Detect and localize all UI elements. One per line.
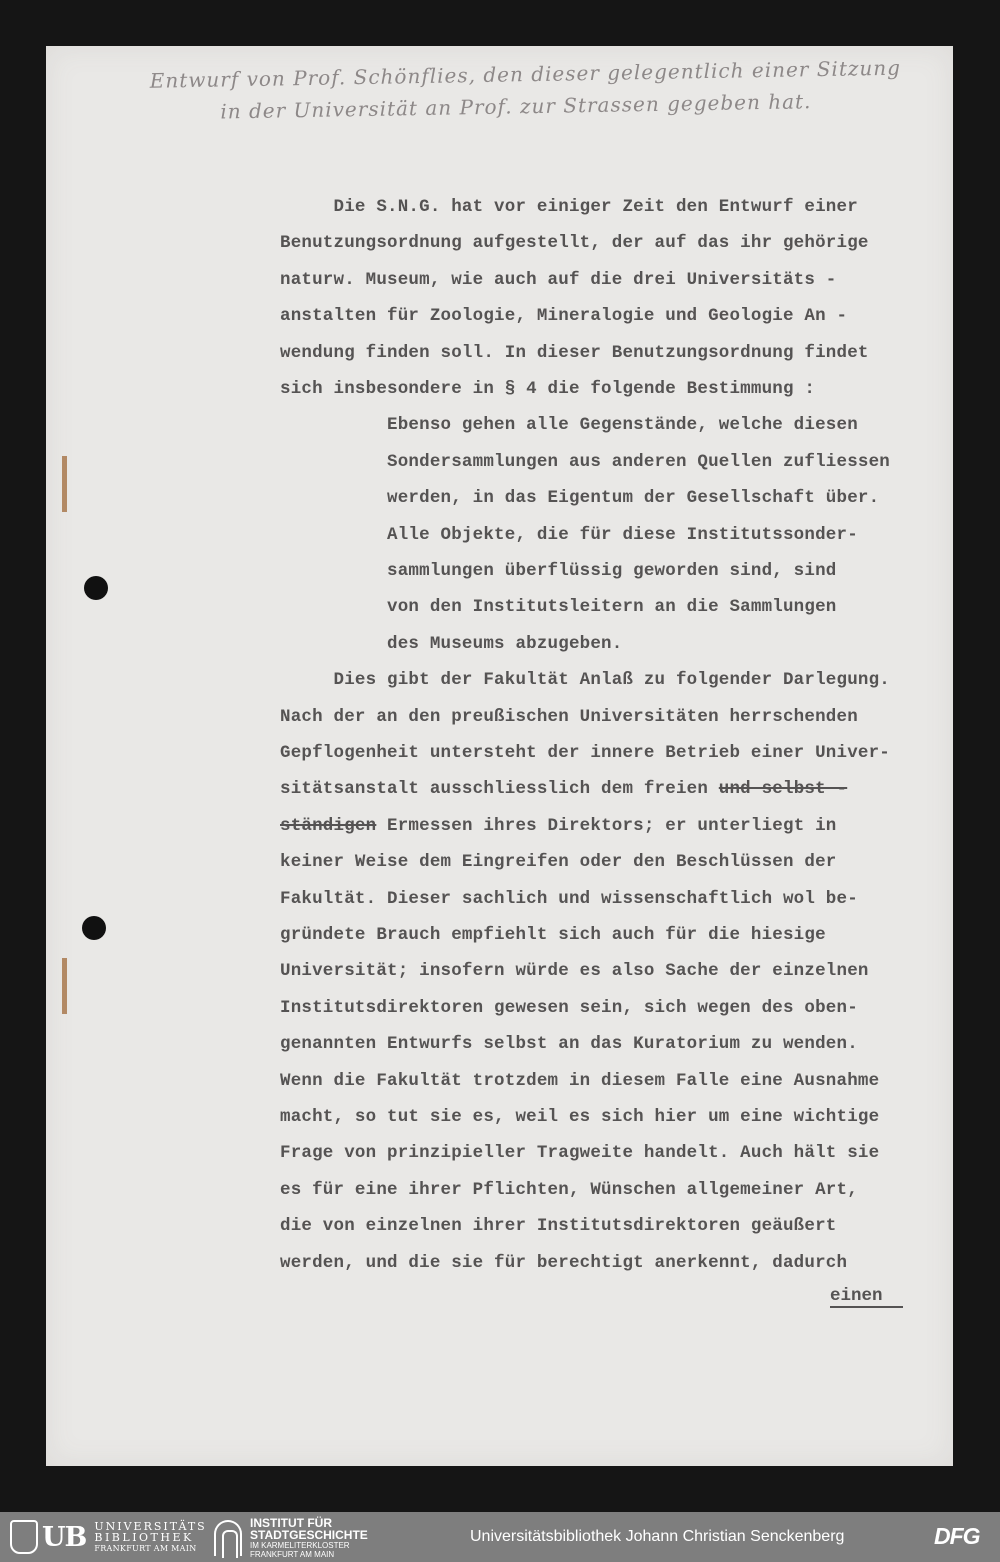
body-line-text: anstalten für Zoologie, Mineralogie und Geologie An - xyxy=(280,306,848,326)
body-line-text: genannten Entwurfs selbst an das Kuratorium zu wenden. xyxy=(280,1034,858,1054)
handwritten-note-line-1: Entwurf von Prof. Schönflies, den dieser gelegentlich einer Sitzung xyxy=(149,55,902,93)
body-line-text: Fakultät. Dieser sachlich und wissenschaftlich wol be- xyxy=(280,889,858,909)
body-line xyxy=(280,743,890,763)
body-line xyxy=(280,816,837,836)
body-line xyxy=(280,1143,879,1163)
ub-mark: UB xyxy=(42,1521,87,1553)
body-line xyxy=(280,561,837,581)
body-line xyxy=(280,889,858,909)
body-line xyxy=(280,998,858,1018)
body-line xyxy=(280,415,858,435)
punch-hole-upper xyxy=(84,576,108,600)
isg-name-line-4: FRANKFURT AM MAIN xyxy=(250,1550,335,1559)
body-line-text: Benutzungsordnung aufgestellt, der auf das ihr gehörige xyxy=(280,233,869,253)
footer-title: Universitätsbibliothek Johann Christian Senckenberg xyxy=(470,1528,845,1545)
body-line-text: Ebenso gehen alle Gegenstände, welche diesen xyxy=(280,415,858,435)
body-line-text: die von einzelnen ihrer Institutsdirektoren geäußert xyxy=(280,1216,837,1236)
body-line xyxy=(280,343,869,363)
body-line xyxy=(280,961,869,981)
body-line xyxy=(280,925,826,945)
body-line-text: werden, in das Eigentum der Gesellschaft über. xyxy=(280,488,880,508)
body-line-text: Die S.N.G. hat vor einiger Zeit den Entwurf einer xyxy=(280,197,858,217)
body-line-text: Universität; insofern würde es also Sache der einzelnen xyxy=(280,961,869,981)
body-line-text: naturw. Museum, wie auch auf die drei Universitäts - xyxy=(280,270,837,290)
body-line-text: Dies gibt der Fakultät Anlaß zu folgender Darlegung. xyxy=(280,670,890,690)
body-line xyxy=(280,597,837,617)
body-line xyxy=(280,1216,837,1236)
catchword: einen xyxy=(830,1286,903,1308)
body-line xyxy=(280,852,837,872)
body-line xyxy=(280,1034,858,1054)
isg-arch-icon xyxy=(214,1520,242,1556)
body-line-text: sammlungen überflüssig geworden sind, sind xyxy=(280,561,837,581)
body-line xyxy=(280,779,847,799)
handwritten-note-line-2: in der Universität an Prof. zur Strassen gegeben hat. xyxy=(220,89,812,124)
body-line xyxy=(280,1107,879,1127)
footer-bar xyxy=(0,1512,1000,1562)
isg-logo[interactable] xyxy=(214,1518,368,1558)
body-line-text: Ermessen ihres Direktors; er unterliegt in xyxy=(376,816,837,836)
ub-name-line-3: FRANKFURT AM MAIN xyxy=(94,1543,197,1553)
ub-logo[interactable] xyxy=(10,1520,207,1554)
body-line-text: macht, so tut sie es, weil es sich hier um eine wichtige xyxy=(280,1107,880,1127)
body-line xyxy=(280,670,890,690)
body-line-text: Gepflogenheit untersteht der innere Betrieb einer Univer- xyxy=(280,743,890,763)
body-line xyxy=(280,306,847,326)
body-line xyxy=(280,1071,879,1091)
body-line xyxy=(280,379,815,399)
struck-text: ständigen xyxy=(280,816,377,836)
body-line xyxy=(280,197,858,217)
body-line-text: Institutsdirektoren gewesen sein, sich wegen des oben- xyxy=(280,998,858,1018)
body-line-text: wendung finden soll. In dieser Benutzungsordnung findet xyxy=(280,343,869,363)
ub-name-line-2: BIBLIOTHEK xyxy=(94,1530,194,1544)
body-line-text: Sondersammlungen aus anderen Quellen zufliessen xyxy=(280,452,890,472)
rust-mark-lower xyxy=(62,958,67,1014)
body-line-text: es für eine ihrer Pflichten, Wünschen allgemeiner Art, xyxy=(280,1180,858,1200)
isg-name-line-2: STADTGESCHICHTE xyxy=(250,1528,368,1542)
body-line-text: Nach der an den preußischen Universitäten herrschenden xyxy=(280,707,858,727)
body-line xyxy=(280,452,890,472)
body-line xyxy=(280,233,869,253)
rust-mark-upper xyxy=(62,456,67,512)
body-line-text: gründete Brauch empfiehlt sich auch für die hiesige xyxy=(280,925,826,945)
body-line-text: keiner Weise dem Eingreifen oder den Beschlüssen der xyxy=(280,852,837,872)
body-line xyxy=(280,1253,847,1273)
body-line-text: Alle Objekte, die für diese Institutssonder- xyxy=(280,525,858,545)
punch-hole-lower xyxy=(82,916,106,940)
handwritten-note xyxy=(150,51,921,128)
body-line-text: Wenn die Fakultät trotzdem in diesem Falle eine Ausnahme xyxy=(280,1071,880,1091)
body-line-text: Frage von prinzipieller Tragweite handelt. Auch hält sie xyxy=(280,1143,880,1163)
isg-name-line-3: IM KARMELITERKLOSTER xyxy=(250,1541,350,1550)
body-line xyxy=(280,488,879,508)
body-line xyxy=(280,707,858,727)
ub-emblem-icon xyxy=(10,1520,38,1554)
struck-text: und selbst - xyxy=(718,779,848,799)
body-line xyxy=(280,525,858,545)
body-line-text: werden, und die sie für berechtigt anerkennt, dadurch xyxy=(280,1253,848,1273)
body-line-text: von den Institutsleitern an die Sammlungen xyxy=(280,597,837,617)
body-line xyxy=(280,270,837,290)
body-line xyxy=(280,634,622,654)
dfg-logo[interactable]: DFG xyxy=(934,1523,980,1549)
body-line-text: sitätsanstalt ausschliesslich dem freien xyxy=(280,779,719,799)
body-line xyxy=(280,1180,858,1200)
isg-name-line-1: INSTITUT FÜR xyxy=(250,1516,332,1530)
body-line-text: des Museums abzugeben. xyxy=(280,634,623,654)
ub-name-line-1: UNIVERSITÄTS xyxy=(94,1519,207,1533)
body-line-text: sich insbesondere in § 4 die folgende Bestimmung : xyxy=(280,379,816,399)
